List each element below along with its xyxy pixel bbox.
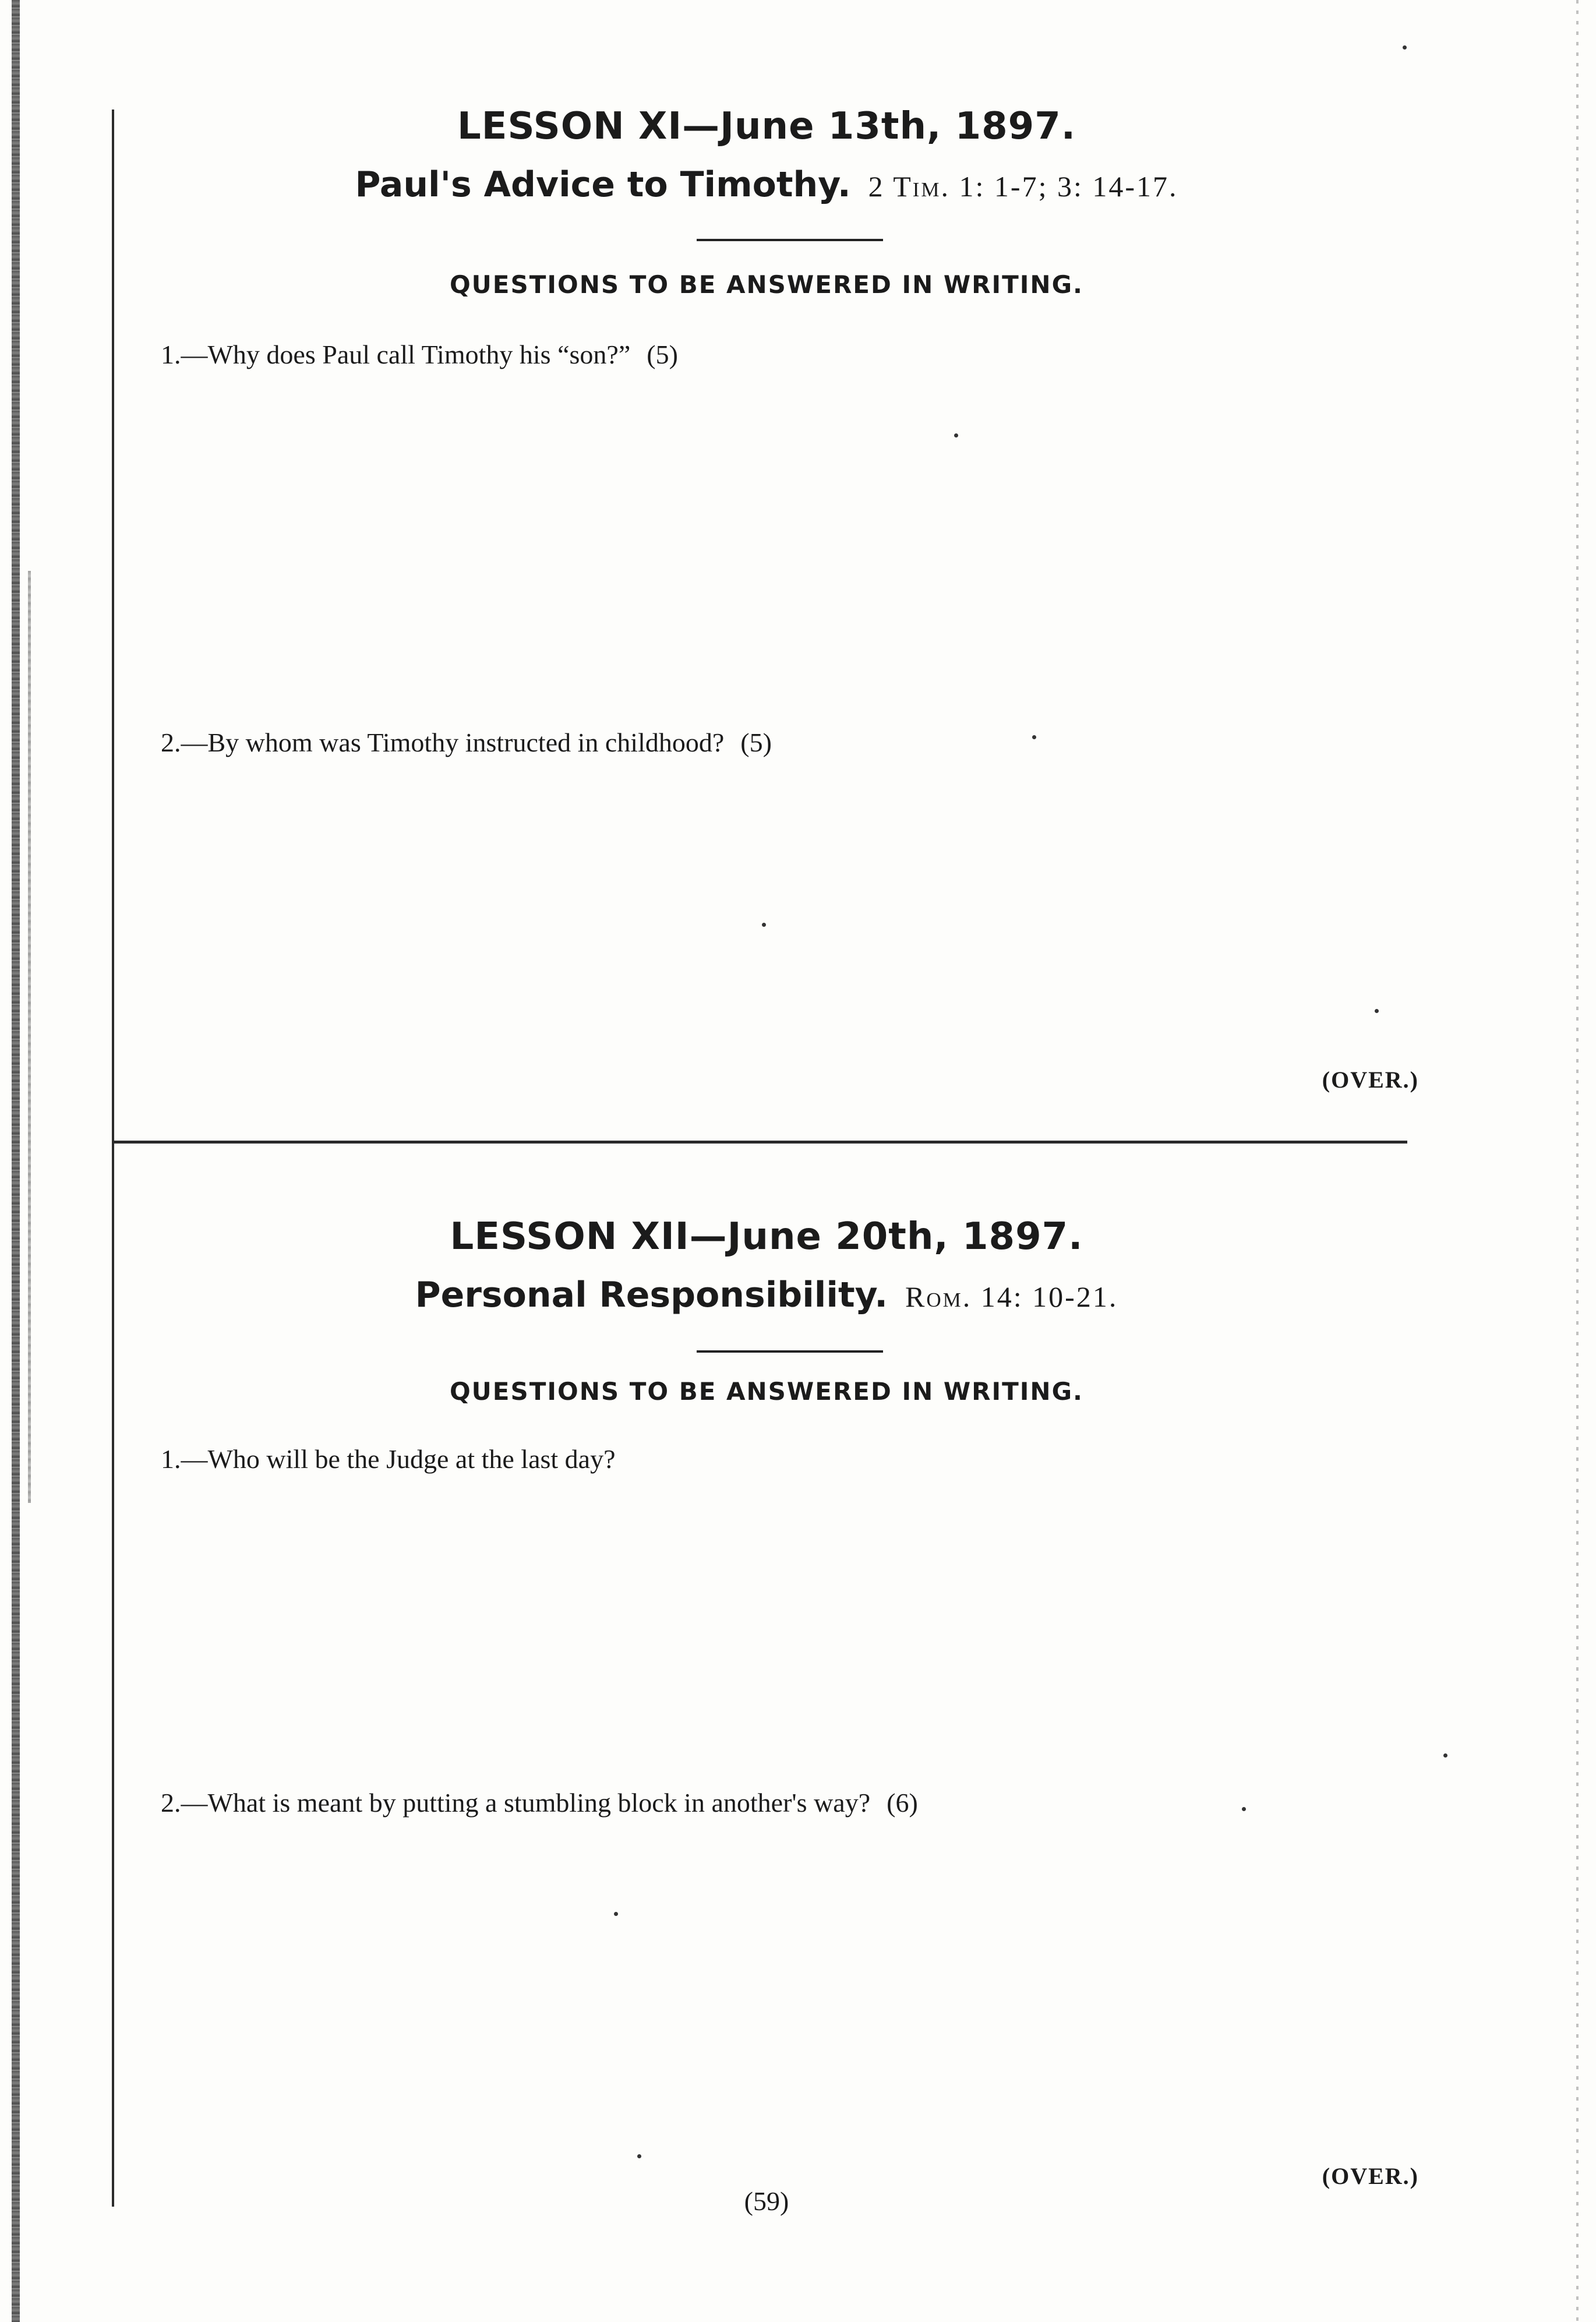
question-1 (161, 1444, 632, 1474)
scripture-reference: Rom. 14: 10-21. (905, 1280, 1118, 1313)
question-2 (161, 1787, 918, 1818)
lesson-title: LESSON XI—June 13th, 1897. (457, 105, 1076, 148)
question-text: 1.—Who will be the Judge at the last day? (161, 1444, 616, 1474)
question-text: 2.—By whom was Timothy instructed in childhood? (161, 728, 725, 757)
scanned-right-edge (1576, 0, 1579, 2322)
title-rule (697, 1350, 883, 1353)
lesson-subtitle (114, 1275, 1419, 1315)
scanned-page-edge-inner (28, 571, 31, 1503)
lesson-title: LESSON XII—June 20th, 1897. (450, 1215, 1083, 1258)
lesson-topic: Paul's Advice to Timothy. (355, 164, 851, 205)
scan-speck (614, 1912, 618, 1916)
question-marks: (6) (887, 1788, 918, 1818)
question-text: 1.—Why does Paul call Timothy his “son?” (161, 340, 631, 369)
scan-speck (1032, 735, 1036, 739)
title-rule (697, 239, 883, 241)
lesson-topic: Personal Responsibility. (415, 1275, 888, 1315)
scan-speck (637, 2154, 641, 2158)
question-marks: (5) (647, 340, 678, 369)
scan-speck (1443, 1753, 1447, 1758)
instructions-heading: QUESTIONS TO BE ANSWERED IN WRITING. (449, 1377, 1084, 1406)
scan-speck (1403, 45, 1407, 50)
scripture-reference: 2 Tim. 1: 1-7; 3: 14-17. (868, 170, 1178, 203)
over-note: (OVER.) (1322, 1067, 1419, 1093)
scan-speck (1242, 1807, 1246, 1811)
instructions-heading: QUESTIONS TO BE ANSWERED IN WRITING. (449, 270, 1084, 299)
scan-speck (954, 433, 958, 437)
scanned-page-edge (12, 0, 20, 2322)
over-note: (OVER.) (1322, 2163, 1419, 2189)
question-1 (161, 339, 678, 370)
scan-speck (762, 923, 766, 927)
page-number: (59) (744, 2186, 789, 2216)
worksheet-page (114, 0, 1419, 2322)
question-text: 2.—What is meant by putting a stumbling block in another's way? (161, 1788, 871, 1818)
lesson-subtitle (114, 164, 1419, 205)
question-marks: (5) (740, 728, 772, 757)
question-2 (161, 727, 772, 758)
scan-speck (1375, 1009, 1379, 1013)
